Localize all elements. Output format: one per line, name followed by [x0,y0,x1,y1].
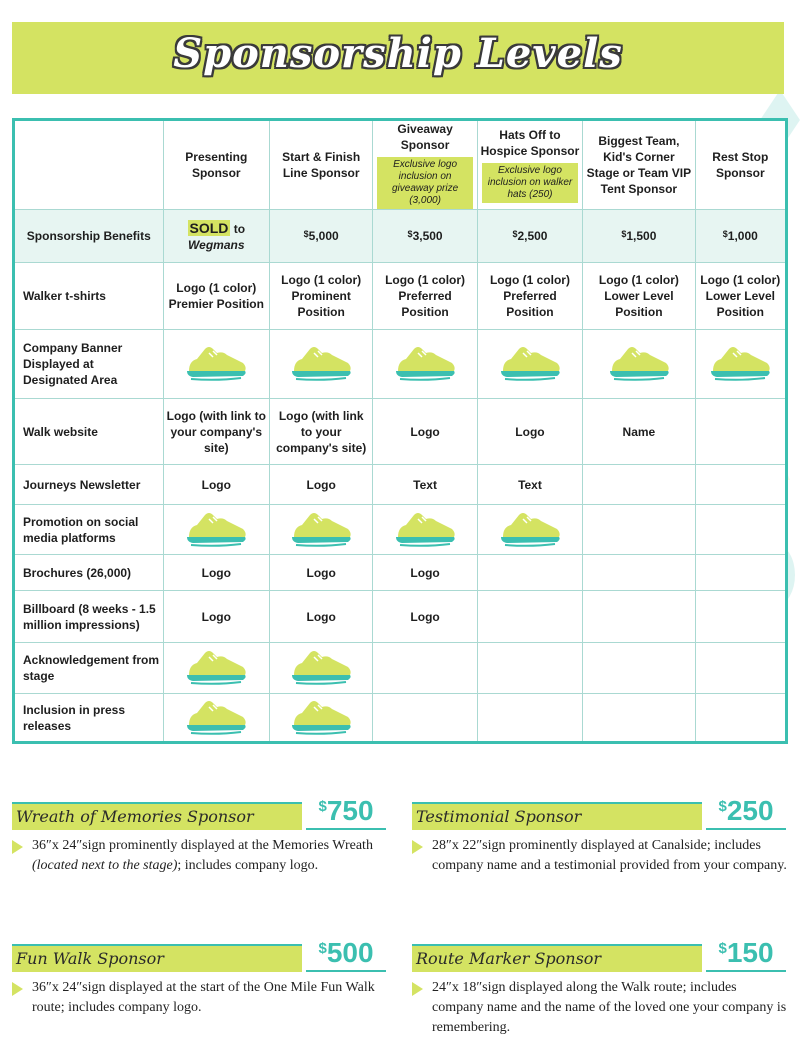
sponsor-name-bar [12,944,302,972]
price-start-finish: $5,000 [269,210,372,263]
cell [373,643,477,694]
sponsor-price: $750 [306,794,386,830]
table-row [14,465,787,505]
cell [695,555,786,591]
title-banner [12,22,784,94]
cell: Logo [477,399,582,465]
sneaker-icon [392,507,458,549]
sneaker-icon [288,341,354,383]
hats-off-note: Exclusive logo inclusion on walker hats (250) [482,163,578,203]
sponsor-name-bar [412,802,702,830]
sneaker-icon [183,645,249,687]
cell: Name [583,399,695,465]
sneaker-icon [497,507,563,549]
sponsor-wreath-of-memories [12,794,387,876]
cell: Logo [163,465,269,505]
row-label: Walker t-shirts [14,263,164,330]
row-label: Walk website [14,399,164,465]
cell: Logo (1 color) Prominent Position [269,263,372,330]
table-row [14,555,787,591]
sneaker-icon [707,341,773,383]
cell: Logo [373,399,477,465]
sponsor-price: $250 [706,794,786,830]
cell: Text [373,465,477,505]
table-row [14,591,787,643]
cell: Logo (1 color) Premier Position [163,263,269,330]
table-row [14,263,787,330]
cell [695,505,786,555]
price-rest-stop: $1,000 [695,210,786,263]
table-row [14,694,787,743]
cell: Logo [163,555,269,591]
sponsor-name: Fun Walk Sponsor [16,949,164,968]
price-giveaway: $3,500 [373,210,477,263]
sponsor-route-marker [412,936,787,1038]
cell [695,694,786,743]
header-empty-cell [14,120,164,210]
row-label: Acknowledgement from stage [14,643,164,694]
table-header-row [14,120,787,210]
cell [583,694,695,743]
cell [583,555,695,591]
row-label: Promotion on social media platforms [14,505,164,555]
cell: Logo [269,555,372,591]
sponsor-fun-walk [12,936,387,1018]
cell: Logo (with link to your company's site) [269,399,372,465]
sneaker-icon [288,695,354,737]
row-label: Brochures (26,000) [14,555,164,591]
cell [695,591,786,643]
cell [583,465,695,505]
cell [695,643,786,694]
table-row [14,330,787,399]
sponsor-price: $500 [306,936,386,972]
sponsorship-table [12,118,788,744]
cell [695,465,786,505]
sponsor-description: 36″x 24″sign prominently displayed at the Memories Wreath (located next to the stage); includes company logo. [12,836,387,876]
benefits-price-row [14,210,787,263]
cell: Logo (with link to your company's site) [163,399,269,465]
cell [373,694,477,743]
sponsor-description: 24″x 18″sign displayed along the Walk route; includes company name and the name of the loved one your company is remembering. [412,978,787,1038]
sneaker-icon [183,695,249,737]
price-hats-off: $2,500 [477,210,582,263]
sneaker-icon [606,341,672,383]
sponsor-description: 28″x 22″sign prominently displayed at Canalside; includes company name and a testimonial provided from your company. [412,836,787,876]
page-title: Sponsorship Levels [173,30,623,77]
cell: Logo (1 color) Lower Level Position [583,263,695,330]
sold-badge: SOLD [189,219,229,236]
price-biggest-team: $1,500 [583,210,695,263]
cell [583,505,695,555]
sponsor-name: Route Marker Sponsor [416,949,602,968]
cell [583,591,695,643]
sponsor-name-bar [12,802,302,830]
sponsor-name-bar [412,944,702,972]
price-presenting: SOLD to Wegmans [163,210,269,263]
row-label: Company Banner Displayed at Designated Area [14,330,164,399]
cell: Logo [373,591,477,643]
sponsor-name: Testimonial Sponsor [416,807,582,826]
sneaker-icon [183,341,249,383]
cell: Logo [269,591,372,643]
cell: Logo [269,465,372,505]
cell: Logo [373,555,477,591]
cell [583,643,695,694]
cell [477,694,582,743]
row-label: Billboard (8 weeks - 1.5 million impressions) [14,591,164,643]
cell [477,555,582,591]
cell [695,399,786,465]
row-label: Inclusion in press releases [14,694,164,743]
sold-buyer: Wegmans [188,237,245,252]
header-presenting: Presenting Sponsor [163,120,269,210]
sneaker-icon [288,507,354,549]
sponsor-name: Wreath of Memories Sponsor [16,807,254,826]
header-start-finish: Start & Finish Line Sponsor [269,120,372,210]
sneaker-icon [288,645,354,687]
header-biggest-team: Biggest Team, Kid's Corner Stage or Team VIP Tent Sponsor [583,120,695,210]
header-rest-stop: Rest Stop Sponsor [695,120,786,210]
giveaway-note: Exclusive logo inclusion on giveaway prize (3,000) [377,157,472,209]
sneaker-icon [392,341,458,383]
cell: Logo (1 color) Preferred Position [477,263,582,330]
table-row [14,505,787,555]
sponsor-testimonial [412,794,787,876]
table-row [14,643,787,694]
cell: Text [477,465,582,505]
sponsor-description: 36″x 24″sign displayed at the start of the One Mile Fun Walk route; includes company logo. [12,978,387,1018]
cell: Logo (1 color) Preferred Position [373,263,477,330]
sponsor-price: $150 [706,936,786,972]
benefits-label: Sponsorship Benefits [14,210,164,263]
sneaker-icon [183,507,249,549]
cell [477,643,582,694]
sneaker-icon [497,341,563,383]
row-label: Journeys Newsletter [14,465,164,505]
header-hats-off: Hats Off to Hospice Sponsor Exclusive logo inclusion on walker hats (250) [477,120,582,210]
table-row [14,399,787,465]
cell [477,591,582,643]
cell: Logo [163,591,269,643]
header-giveaway: Giveaway Sponsor Exclusive logo inclusion on giveaway prize (3,000) [373,120,477,210]
cell: Logo (1 color) Lower Level Position [695,263,786,330]
